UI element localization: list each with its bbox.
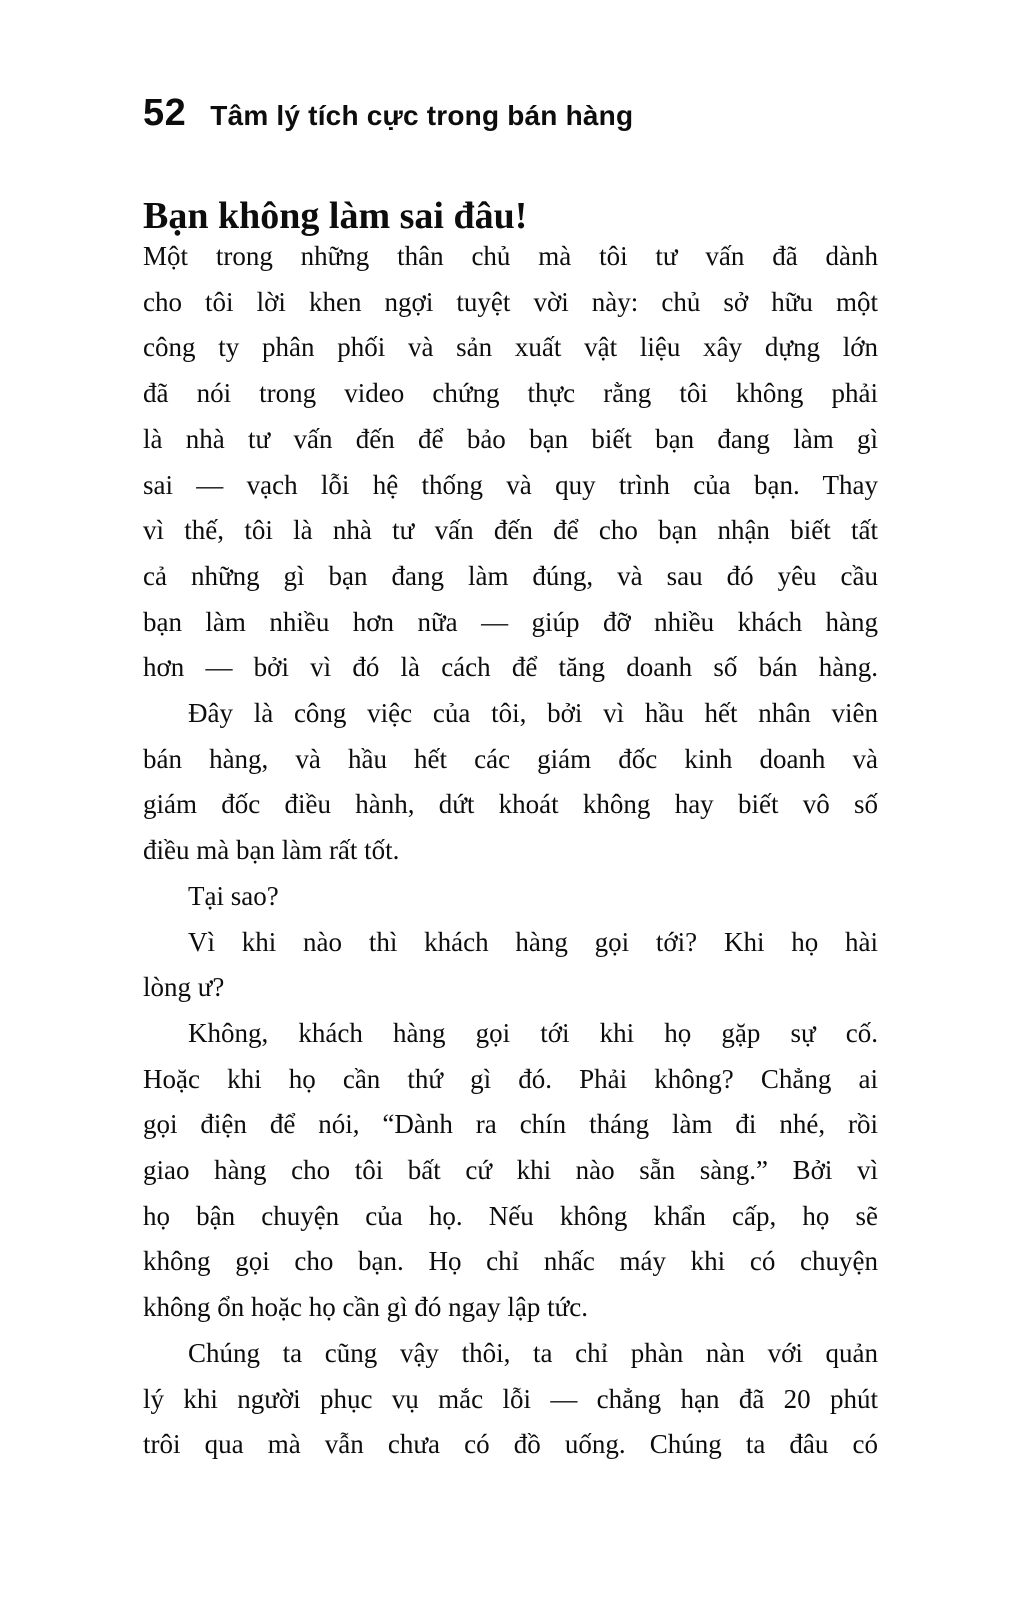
text-line: cả những gì bạn đang làm đúng, và sau đó yêu cầu xyxy=(143,560,878,591)
text-line: Đây là công việc của tôi, bởi vì hầu hết nhân viên xyxy=(188,698,878,729)
paragraph xyxy=(143,234,878,691)
paragraph xyxy=(143,691,878,874)
text-line: Chúng ta cũng vậy thôi, ta chỉ phàn nàn với quản xyxy=(188,1337,878,1368)
text-line: bán hàng, và hầu hết các giám đốc kinh doanh và xyxy=(143,743,878,774)
paragraph xyxy=(143,874,878,920)
text-line: đã nói trong video chứng thực rằng tôi không phải xyxy=(143,378,878,409)
text-line: Không, khách hàng gọi tới khi họ gặp sự cố. xyxy=(188,1017,878,1048)
text-line: giám đốc điều hành, dứt khoát không hay biết vô số xyxy=(143,789,878,820)
text-line: họ bận chuyện của họ. Nếu không khẩn cấp, họ sẽ xyxy=(143,1200,878,1231)
text-line: cho tôi lời khen ngợi tuyệt vời này: chủ sở hữu một xyxy=(143,286,878,317)
paragraph xyxy=(143,920,878,1011)
text-line: Tại sao? xyxy=(188,880,279,911)
text-line: trôi qua mà vẫn chưa có đồ uống. Chúng ta đâu có xyxy=(143,1429,878,1460)
text-line: điều mà bạn làm rất tốt. xyxy=(143,835,400,866)
text-line: Hoặc khi họ cần thứ gì đó. Phải không? Chẳng ai xyxy=(143,1063,878,1094)
text-line: giao hàng cho tôi bất cứ khi nào sẵn sàng.” Bởi vì xyxy=(143,1155,878,1186)
paragraph xyxy=(143,1011,878,1331)
running-header xyxy=(143,94,633,132)
text-line: gọi điện để nói, “Dành ra chín tháng làm đi nhé, rồi xyxy=(143,1109,878,1140)
paragraph xyxy=(143,1331,878,1468)
text-line: không gọi cho bạn. Họ chỉ nhấc máy khi có chuyện xyxy=(143,1246,878,1277)
body-text xyxy=(143,234,878,1468)
text-line: lý khi người phục vụ mắc lỗi — chẳng hạn đã 20 phút xyxy=(143,1383,878,1414)
text-line: hơn — bởi vì đó là cách để tăng doanh số bán hàng. xyxy=(143,652,878,683)
page-number: 52 xyxy=(143,92,187,134)
running-title: Tâm lý tích cực trong bán hàng xyxy=(210,100,634,131)
section-heading: Bạn không làm sai đâu! xyxy=(143,195,528,238)
text-line: Một trong những thân chủ mà tôi tư vấn đã dành xyxy=(143,241,878,271)
text-line: Vì khi nào thì khách hàng gọi tới? Khi họ hài xyxy=(188,926,878,957)
text-line: lòng ư? xyxy=(143,972,225,1003)
text-line: sai — vạch lỗi hệ thống và quy trình của bạn. Thay xyxy=(143,469,878,500)
text-line: không ổn hoặc họ cần gì đó ngay lập tức. xyxy=(143,1292,589,1323)
text-line: bạn làm nhiều hơn nữa — giúp đỡ nhiều khách hàng xyxy=(143,606,878,637)
text-line: vì thế, tôi là nhà tư vấn đến để cho bạn nhận biết tất xyxy=(143,515,878,546)
text-line: là nhà tư vấn đến để bảo bạn biết bạn đang làm gì xyxy=(143,423,878,454)
text-line: công ty phân phối và sản xuất vật liệu xây dựng lớn xyxy=(143,332,878,363)
